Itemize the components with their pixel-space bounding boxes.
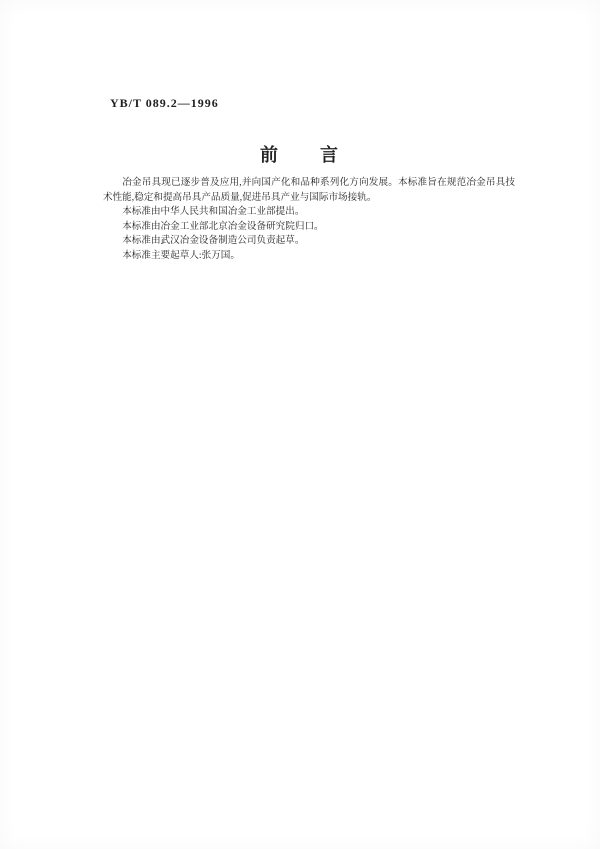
foreword-paragraph-chief-drafter: 本标准主要起草人:张万国。 [122, 249, 240, 261]
standard-code: YB/T 089.2—1996 [110, 96, 219, 110]
foreword-paragraph-drafted-by: 本标准由武汉冶金设备制造公司负责起草。 [122, 235, 305, 247]
foreword-paragraph-intro: 冶金吊具现已逐步普及应用,并向国产化和品种系列化方向发展。本标准旨在规范冶金吊具技术性能,稳定和提高吊具产品质量,促进吊具产业与国际市场接轨。 [103, 177, 515, 203]
foreword-paragraph-proposed-by: 本标准由中华人民共和国冶金工业部提出。 [122, 206, 305, 218]
foreword-body [103, 176, 515, 264]
page-title: 前 言 [260, 145, 340, 165]
foreword-paragraph-centralized-by: 本标准由冶金工业部北京冶金设备研究院归口。 [122, 220, 324, 232]
